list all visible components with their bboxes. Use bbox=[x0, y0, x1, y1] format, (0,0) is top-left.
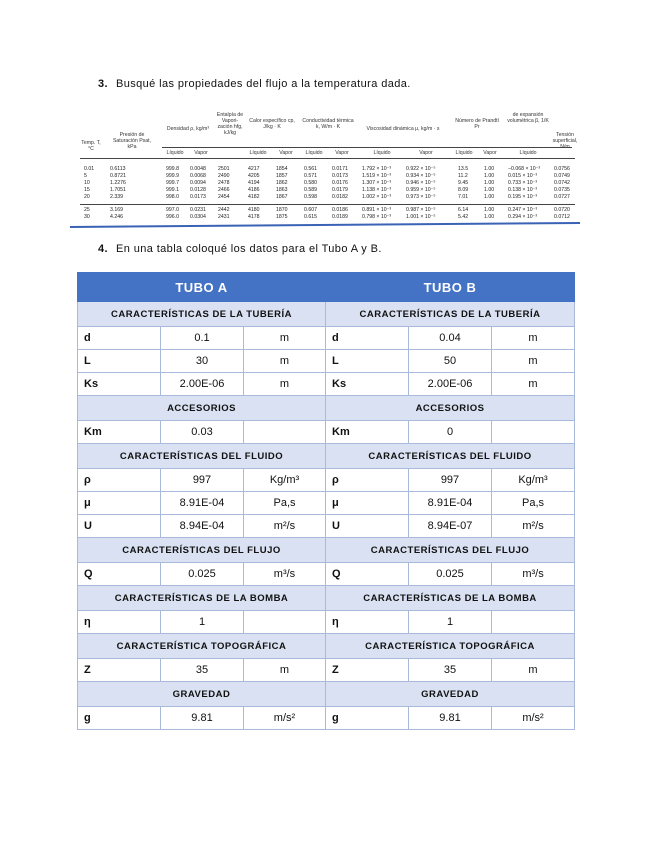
col-dens-vap: Vapor bbox=[194, 150, 208, 156]
props-table-cell: 0.589 bbox=[304, 187, 317, 193]
props-table-cell: 0.0742 bbox=[554, 180, 570, 186]
props-table-cell: 1.792 × 10⁻³ bbox=[362, 166, 392, 172]
props-table-cell: 0.0068 bbox=[190, 173, 206, 179]
props-table-cell: 0.598 bbox=[304, 194, 317, 200]
step-text: Busqué las propiedades del flujo a la temperatura dada. bbox=[115, 78, 411, 90]
props-table-cell: 9.45 bbox=[458, 180, 469, 186]
section-tuberia-b: CARACTERÍSTICAS DE LA TUBERÍA bbox=[326, 302, 575, 327]
props-table-cell: 0.607 bbox=[304, 207, 317, 213]
props-table-cell: 0.0176 bbox=[332, 180, 348, 186]
pipes-data-table bbox=[77, 272, 575, 730]
props-table-cell: 1.00 bbox=[484, 180, 495, 186]
value-cell: 0.025 bbox=[409, 563, 492, 586]
props-table-cell: 0.0231 bbox=[190, 207, 206, 213]
props-table-cell: 1.7051 bbox=[110, 187, 126, 193]
section-gravedad-a: GRAVEDAD bbox=[78, 682, 326, 707]
section-flujo-b: CARACTERÍSTICAS DEL FLUJO bbox=[326, 538, 575, 563]
col-expansion: de expansión volumétrica β, 1/K bbox=[507, 112, 549, 124]
section-topografica-a: CARACTERÍSTICA TOPOGRÁFICA bbox=[78, 634, 326, 659]
value-cell: 8.91E-04 bbox=[409, 492, 492, 515]
value-cell: 30 bbox=[161, 350, 244, 373]
props-table-cell: 3.169 bbox=[110, 207, 123, 213]
props-table-cell: 1.519 × 10⁻³ bbox=[362, 173, 392, 179]
symbol-cell: d bbox=[326, 327, 409, 350]
symbol-cell: η bbox=[326, 611, 409, 634]
unit-cell: Kg/m³ bbox=[492, 469, 575, 492]
props-table-row bbox=[80, 214, 575, 222]
props-table-cell: 0.891 × 10⁻³ bbox=[362, 207, 392, 213]
step-number: 4. bbox=[98, 243, 108, 255]
props-table-cell: 999.9 bbox=[166, 173, 179, 179]
value-cell: 0.04 bbox=[409, 327, 492, 350]
value-cell: 1 bbox=[161, 611, 244, 634]
props-table-cell: 1.00 bbox=[484, 194, 495, 200]
section-topografica-b: CARACTERÍSTICA TOPOGRÁFICA bbox=[326, 634, 575, 659]
props-table-cell: 7.01 bbox=[458, 194, 469, 200]
symbol-cell: g bbox=[78, 707, 161, 730]
props-table-cell: 0.922 × 10⁻⁵ bbox=[406, 166, 436, 172]
section-tuberia-a: CARACTERÍSTICAS DE LA TUBERÍA bbox=[78, 302, 326, 327]
props-table-cell: 0.0182 bbox=[332, 194, 348, 200]
props-table-cell: 0.0048 bbox=[190, 166, 206, 172]
col-presion: Presión de Saturación Psat, kPa bbox=[112, 132, 152, 150]
props-table-cell: 0.615 bbox=[304, 214, 317, 220]
unit-cell: m³/s bbox=[244, 563, 326, 586]
col-visc: Viscosidad dinámica μ, kg/m · s bbox=[366, 126, 440, 132]
props-table-cell: 0.0712 bbox=[554, 214, 570, 220]
symbol-cell: Ks bbox=[326, 373, 409, 396]
props-table-cell: 0.987 × 10⁻⁵ bbox=[406, 207, 436, 213]
symbol-cell: μ bbox=[78, 492, 161, 515]
props-table-cell: 5 bbox=[84, 173, 87, 179]
empty-cell bbox=[492, 421, 575, 444]
empty-cell bbox=[492, 611, 575, 634]
unit-cell: Kg/m³ bbox=[244, 469, 326, 492]
props-table-cell: 5.42 bbox=[458, 214, 469, 220]
unit-cell: Pa,s bbox=[244, 492, 326, 515]
props-table-cell: 999.8 bbox=[166, 166, 179, 172]
unit-cell: m bbox=[244, 373, 326, 396]
value-cell: 50 bbox=[409, 350, 492, 373]
props-table-cell: 8.09 bbox=[458, 187, 469, 193]
props-table-cell: 0.0171 bbox=[332, 166, 348, 172]
props-table-cell: 20 bbox=[84, 194, 90, 200]
symbol-cell: g bbox=[326, 707, 409, 730]
empty-cell bbox=[244, 611, 326, 634]
col-vis-vap: Vapor bbox=[419, 150, 433, 156]
props-table-cell: 4182 bbox=[248, 194, 260, 200]
props-table-cell: 0.571 bbox=[304, 173, 317, 179]
symbol-cell: η bbox=[78, 611, 161, 634]
value-cell: 9.81 bbox=[409, 707, 492, 730]
col-calor: Calor específico cp, J/kg · K bbox=[249, 118, 295, 130]
symbol-cell: Z bbox=[326, 659, 409, 682]
props-table-cell: 1867 bbox=[276, 194, 288, 200]
unit-cell: m³/s bbox=[492, 563, 575, 586]
props-table-cell: 2454 bbox=[218, 194, 230, 200]
props-table-cell: 1.307 × 10⁻³ bbox=[362, 180, 392, 186]
props-table-cell: 6.14 bbox=[458, 207, 469, 213]
symbol-cell: Q bbox=[78, 563, 161, 586]
props-table-cell: −0.068 × 10⁻³ bbox=[508, 166, 541, 172]
section-fluido-a: CARACTERÍSTICAS DEL FLUIDO bbox=[78, 444, 326, 469]
props-table-cell: 0.195 × 10⁻³ bbox=[508, 194, 538, 200]
symbol-cell: ρ bbox=[78, 469, 161, 492]
props-table-cell: 1870 bbox=[276, 207, 288, 213]
tubo-b-title: TUBO B bbox=[326, 273, 575, 302]
section-accesorios-b: ACCESORIOS bbox=[326, 396, 575, 421]
props-table-cell: 0.6113 bbox=[110, 166, 126, 172]
symbol-cell: ρ bbox=[326, 469, 409, 492]
value-cell: 2.00E-06 bbox=[409, 373, 492, 396]
props-table-cell: 4186 bbox=[248, 187, 260, 193]
value-cell: 0 bbox=[409, 421, 492, 444]
props-table-cell: 30 bbox=[84, 214, 90, 220]
props-table-cell: 1.138 × 10⁻³ bbox=[362, 187, 392, 193]
props-table-cell: 0.973 × 10⁻⁵ bbox=[406, 194, 436, 200]
props-table-cell: 1875 bbox=[276, 214, 288, 220]
col-cal-liq: Líquido bbox=[249, 150, 267, 156]
props-table-cell: 2.339 bbox=[110, 194, 123, 200]
props-table-cell: 4180 bbox=[248, 207, 260, 213]
props-table-cell: 0.0179 bbox=[332, 187, 348, 193]
unit-cell: m²/s bbox=[492, 515, 575, 538]
props-table-cell: 1.00 bbox=[484, 207, 495, 213]
props-table-cell: 0.0186 bbox=[332, 207, 348, 213]
props-table-cell: 1.00 bbox=[484, 214, 495, 220]
props-table-cell: 996.0 bbox=[166, 214, 179, 220]
props-table-cell: 4178 bbox=[248, 214, 260, 220]
section-bomba-a: CARACTERÍSTICAS DE LA BOMBA bbox=[78, 586, 326, 611]
col-con-liq: Líquido bbox=[305, 150, 323, 156]
unit-cell: m/s² bbox=[492, 707, 575, 730]
props-table-cell: 13.5 bbox=[458, 166, 469, 172]
row-group-rule bbox=[80, 204, 575, 205]
props-table-cell: 4217 bbox=[248, 166, 260, 172]
symbol-cell: Q bbox=[326, 563, 409, 586]
props-table-cell: 0.0304 bbox=[190, 214, 206, 220]
col-cal-vap: Vapor bbox=[279, 150, 293, 156]
symbol-cell: μ bbox=[326, 492, 409, 515]
props-table-cell: 0.0128 bbox=[190, 187, 206, 193]
section-accesorios-a: ACCESORIOS bbox=[78, 396, 326, 421]
props-table-cell: 999.7 bbox=[166, 180, 179, 186]
props-table-cell: 1863 bbox=[276, 187, 288, 193]
props-table-cell: 0.247 × 10⁻³ bbox=[508, 207, 538, 213]
symbol-cell: U bbox=[78, 515, 161, 538]
value-cell: 0.03 bbox=[161, 421, 244, 444]
value-cell: 2.00E-06 bbox=[161, 373, 244, 396]
props-table-cell: 0.959 × 10⁻⁵ bbox=[406, 187, 436, 193]
symbol-cell: Km bbox=[78, 421, 161, 444]
col-exp-liq: Líquido bbox=[519, 150, 537, 156]
props-table-cell: 0.0735 bbox=[554, 187, 570, 193]
props-table-cell: 1.00 bbox=[484, 173, 495, 179]
symbol-cell: L bbox=[326, 350, 409, 373]
tubo-a-title: TUBO A bbox=[78, 273, 326, 302]
col-conduct: Conductividad térmica k, W/m · K bbox=[302, 118, 354, 130]
props-table-cell: 1854 bbox=[276, 166, 288, 172]
unit-cell: m bbox=[492, 327, 575, 350]
props-table-cell: 0.733 × 10⁻³ bbox=[508, 180, 538, 186]
step-text: En una tabla coloqué los datos para el Tubo A y B. bbox=[115, 243, 382, 255]
section-flujo-a: CARACTERÍSTICAS DEL FLUJO bbox=[78, 538, 326, 563]
header-rule bbox=[162, 147, 572, 148]
props-table-cell: 1857 bbox=[276, 173, 288, 179]
props-table-cell: 1.00 bbox=[484, 166, 495, 172]
value-cell: 997 bbox=[409, 469, 492, 492]
col-densidad: Densidad ρ, kg/m³ bbox=[166, 126, 210, 132]
props-table-cell: 0.561 bbox=[304, 166, 317, 172]
props-table-cell: 4.246 bbox=[110, 214, 123, 220]
props-table-cell: 1862 bbox=[276, 180, 288, 186]
props-table-cell: 0.8721 bbox=[110, 173, 126, 179]
value-cell: 997 bbox=[161, 469, 244, 492]
props-table-cell: 0.580 bbox=[304, 180, 317, 186]
col-prandtl: Número de Prandtl Pr bbox=[455, 118, 499, 130]
symbol-cell: Z bbox=[78, 659, 161, 682]
value-cell: 9.81 bbox=[161, 707, 244, 730]
props-table-cell: 0.934 × 10⁻⁵ bbox=[406, 173, 436, 179]
section-fluido-b: CARACTERÍSTICAS DEL FLUIDO bbox=[326, 444, 575, 469]
props-table-cell: 0.0756 bbox=[554, 166, 570, 172]
col-con-vap: Vapor bbox=[335, 150, 349, 156]
symbol-cell: Ks bbox=[78, 373, 161, 396]
unit-cell: m²/s bbox=[244, 515, 326, 538]
props-table-cell: 0.015 × 10⁻³ bbox=[508, 173, 538, 179]
col-pr-liq: Líquido bbox=[455, 150, 473, 156]
symbol-cell: d bbox=[78, 327, 161, 350]
section-bomba-b: CARACTERÍSTICAS DE LA BOMBA bbox=[326, 586, 575, 611]
props-table-cell: 1.00 bbox=[484, 187, 495, 193]
props-table-cell: 0.138 × 10⁻³ bbox=[508, 187, 538, 193]
step-number: 3. bbox=[98, 78, 108, 90]
props-table-cell: 999.1 bbox=[166, 187, 179, 193]
value-cell: 0.025 bbox=[161, 563, 244, 586]
props-table-cell: 0.0173 bbox=[332, 173, 348, 179]
props-table-cell: 0.0749 bbox=[554, 173, 570, 179]
props-table-cell: 0.0720 bbox=[554, 207, 570, 213]
props-table-cell: 0.0173 bbox=[190, 194, 206, 200]
unit-cell: m bbox=[492, 659, 575, 682]
value-cell: 8.94E-04 bbox=[161, 515, 244, 538]
props-table-cell: 0.946 × 10⁻⁵ bbox=[406, 180, 436, 186]
value-cell: 1 bbox=[409, 611, 492, 634]
props-table-cell: 0.01 bbox=[84, 166, 95, 172]
empty-cell bbox=[244, 421, 326, 444]
col-pr-vap: Vapor bbox=[483, 150, 497, 156]
unit-cell: Pa,s bbox=[492, 492, 575, 515]
props-table-cell: 11.2 bbox=[458, 173, 468, 179]
header-bottom-rule bbox=[80, 158, 575, 159]
symbol-cell: U bbox=[326, 515, 409, 538]
props-table-cell: 2501 bbox=[218, 166, 230, 172]
value-cell: 35 bbox=[161, 659, 244, 682]
props-table-cell: 0.294 × 10⁻³ bbox=[508, 214, 538, 220]
unit-cell: m bbox=[244, 350, 326, 373]
col-tension: Tensión superficial, N/m bbox=[552, 132, 578, 150]
value-cell: 0.1 bbox=[161, 327, 244, 350]
unit-cell: m/s² bbox=[244, 707, 326, 730]
props-table-cell: 4194 bbox=[248, 180, 260, 186]
symbol-cell: Km bbox=[326, 421, 409, 444]
value-cell: 8.91E-04 bbox=[161, 492, 244, 515]
props-table-cell: 1.001 × 10⁻⁵ bbox=[406, 214, 436, 220]
col-entalpia: Entalpía de Vapori- zación hfg, kJ/kg bbox=[216, 112, 244, 136]
props-table-cell: 2442 bbox=[218, 207, 230, 213]
props-table-cell: 0.798 × 10⁻³ bbox=[362, 214, 392, 220]
unit-cell: m bbox=[492, 373, 575, 396]
water-properties-table bbox=[80, 110, 578, 232]
heading-step-4 bbox=[98, 243, 382, 255]
props-table-cell: 2466 bbox=[218, 187, 230, 193]
props-table-cell: 2478 bbox=[218, 180, 230, 186]
props-table-cell: 0.0727 bbox=[554, 194, 570, 200]
props-table-cell: 15 bbox=[84, 187, 90, 193]
props-table-cell: 2490 bbox=[218, 173, 230, 179]
unit-cell: m bbox=[244, 327, 326, 350]
col-dens-liq: Líquido bbox=[166, 150, 184, 156]
section-gravedad-b: GRAVEDAD bbox=[326, 682, 575, 707]
props-table-cell: 2431 bbox=[218, 214, 230, 220]
value-cell: 35 bbox=[409, 659, 492, 682]
props-table-cell: 0.0189 bbox=[332, 214, 348, 220]
props-table-cell: 25 bbox=[84, 207, 90, 213]
props-table-cell: 1.002 × 10⁻³ bbox=[362, 194, 392, 200]
props-table-cell: 997.0 bbox=[166, 207, 179, 213]
props-table-cell: 10 bbox=[84, 180, 90, 186]
unit-cell: m bbox=[492, 350, 575, 373]
props-table-cell: 998.0 bbox=[166, 194, 179, 200]
props-table-cell: 1.2276 bbox=[110, 180, 126, 186]
heading-step-3 bbox=[98, 78, 411, 90]
col-vis-liq: Líquido bbox=[373, 150, 391, 156]
unit-cell: m bbox=[244, 659, 326, 682]
value-cell: 8.94E-07 bbox=[409, 515, 492, 538]
symbol-cell: L bbox=[78, 350, 161, 373]
col-temp: Temp. T, °C bbox=[81, 140, 101, 152]
props-table-cell: 0.0094 bbox=[190, 180, 206, 186]
props-table-cell: 4205 bbox=[248, 173, 260, 179]
props-table-row bbox=[80, 194, 575, 202]
